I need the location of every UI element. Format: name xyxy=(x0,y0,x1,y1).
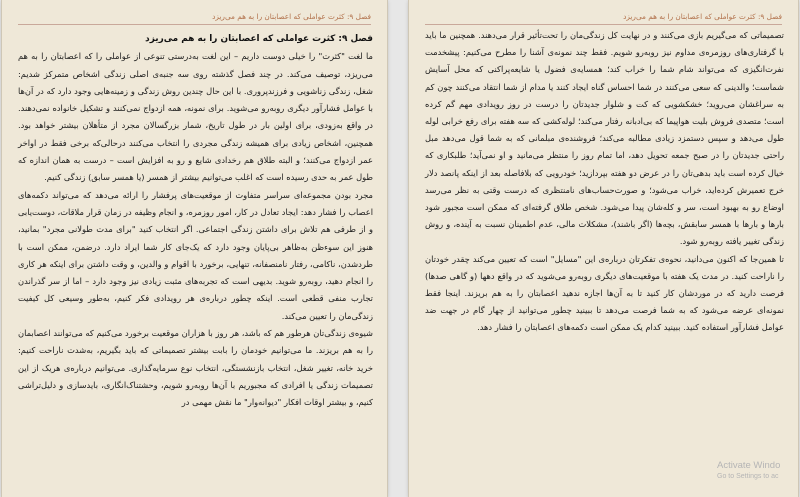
paragraph: تصمیماتی که می‌گیریم بازی می‌کنند و در نهایت کل زندگی‌مان را تحت‌تأثیر قرار می‌دهند. همچنین ما باید با گرفتاری‌های روزمره‌ی مداوم نیز روبه‌رو شویم. فقط چند نمونه‌ی آشنا را مطرح می‌کنیم: پیشخدمت نفرت‌انگیزی که می‌تواند شام شما را خراب کند؛ همسایه‌ی فضول یا شایعه‌پراکنی که محل آسایش شماست؛ والدینی که سعی می‌کنند در شما احساس گناه ایجاد کنند یا مدام از شما انتقاد می‌کنند چون کم به سراغشان می‌روید؛ خشکشویی که کت و شلوار جدیدتان را درست در روز رویدادی مهم گم کرده است؛ متصدی فروش بلیت هواپیما که بی‌ادبانه رفتار می‌کند؛ لوله‌کشی که سه هفته برای رفع خرابی لوله طول می‌دهد و سپس دستمزد زیادی مطالبه می‌کند؛ فروشنده‌ی مبلمانی که به شما قول می‌دهد مبل راحتی جدیدتان را در صبح جمعه تحویل دهد، اما تمام روز را منتظر می‌مانید و او نمی‌آید؛ طلبکاری که خیال کرده است باید بدهی‌تان را در عرض دو هفته بپردازید؛ خودرویی که بلافاصله بعد از اینکه پانصد دلار خرج تعمیرش کرده‌اید، خراب می‌شود؛ و صورت‌حساب‌های نامنتظری که درست وقتی به نظر می‌رسد اوضاع رو به بهبود است، سر و کله‌شان پیدا می‌شود. شخص طلاق گرفته‌ای که ممکن است مجبور شود بارها و بارها با همسر سابقش، بچه‌ها (اگر باشند)، مشکلات مالی، عدم اطمینان نسبت به آینده، و روش زندگی تغییر یافته روبه‌رو شود. xyxy=(425,30,784,247)
right-page xyxy=(409,0,798,497)
page-header: فصل ۹: کثرت عواملی که اعصابتان را به هم می‌ریزد xyxy=(623,12,782,21)
paragraph: مجرد بودن مجموعه‌ای سراسر متفاوت از موقعیت‌های پرفشار را ارائه می‌دهد که می‌تواند دکمه‌های اعصاب را فشار دهد: ایجاد تعادل در کار، امور روزمره، و انجام وظیفه در زمان قرار ملاقات، دوست‌یابی و از طرفی هم تلاش برای داشتن زندگی اجتماعی. اگر انتخاب کنید "برای مدت طولانی مجرد" بمانید، هنوز این سوءظن به‌ظاهر بی‌پایان وجود دارد که یک‌جای کار شما ایراد دارد. درضمن، ممکن است با طردشدن، ناکامی، رفتار نامنصفانه، تنهایی، برخورد با اقوام و والدین، و وقت داشتن برای اینکه هر کاری را انجام دهید، روبه‌رو شوید. بدیهی است که تجربه‌های مثبت زیادی نیز وجود دارد – اما از سر گذراندن تجارب منفی قطعی است. اینکه چطور درباره‌ی هر رویدادی فکر کنیم، به‌طور وسیعی کل کیفیت زندگی‌مان را تعیین می‌کند. xyxy=(18,189,373,321)
page-header: فصل ۹: کثرت عواملی که اعصابتان را به هم می‌ریزد xyxy=(212,12,371,21)
paragraph: تا همین‌جا که اکنون می‌دانید، نحوه‌ی تفکرتان درباره‌ی این "مسایل" است که تعیین می‌کند چقدر خودتان را ناراحت کنید. در مدت یک هفته با موقعیت‌های دیگری روبه‌رو می‌شوید که در واقع دهها (و گاهی صدها) فرصت دارید که در موردشان کار کنید تا به آن‌ها اجازه ندهید اعصابتان را به هم بریزند. اینجا فقط نمونه‌ای عرضه می‌شود که به شما فرصت می‌دهد تا ببینید چطور می‌توانید از چهار گام در جهت ضد عوامل فشارآور استفاده کنید. ببینید کدام یک ممکن است دکمه‌های اعصابتان را فشار دهد. xyxy=(425,253,784,333)
activation-watermark xyxy=(717,460,792,482)
paragraph: ما لغت "کثرت" را خیلی دوست داریم – این لغت به‌درستی تنوعی از عواملی را که اعصابتان را به هم می‌ریزد، توصیف می‌کند. در چند فصل گذشته روی سه جنبه‌ی اصلی زندگی اشخاص متمرکز شدیم: شغل، زندگی زناشویی و فرزندپروری. با این حال چندین روش زندگی و زمینه‌هایی وجود دارد که در آن‌ها با عوامل فشارآور دیگری روبه‌رو می‌شوید. برای نمونه، همه ازدواج نمی‌کنند و تشکیل خانواده نمی‌دهند. در واقع به‌زودی، برای اولین بار در طول تاریخ، شمار بزرگسالان مجرد از متأهلان بیشتر خواهد بود. همچنین، اشخاص زیادی برای همیشه زندگی مجردی را انتخاب می‌کنند درحالی‌که برخی فقط در اواخر عمر ازدواج می‌کنند؛ و البته طلاق هم رخدادی شایع و رو به افزایش است – درست به همان اندازه که طول عمر به حدی رسیده است که اغلب می‌توانیم بیشتر از همسر (یا همسر سابق) زندگی کنیم. xyxy=(18,51,373,183)
page-body xyxy=(2,25,387,412)
page-body xyxy=(409,25,798,337)
watermark-title: Activate Windo xyxy=(717,460,781,471)
chapter-title: فصل ۹: کثرت عواملی که اعصابتان را به هم می‌ریزد xyxy=(145,34,373,44)
watermark-subtitle: Go to Settings to ac xyxy=(717,473,779,480)
left-page xyxy=(2,0,387,497)
paragraph: شیوه‌ی زندگی‌تان هرطور هم که باشد، هر روز با هزاران موقعیت برخورد می‌کنیم که می‌توانند اعصابمان را به هم بریزند. ما می‌توانیم خودمان را بابت بیشتر تصمیماتی که باید بگیریم، به‌شدت ناراحت کنیم: خرید خانه، تغییر شغل، انتخاب بازنشستگی، انتخاب نوع سرمایه‌گذاری. می‌توانیم درباره‌ی هریک از این تصمیمات زندگی یا افرادی که مجبوریم با آن‌ها روبه‌رو شویم، وحشتناک‌انگاری، بایدسازی و دلیل‌تراشی کنیم، و بیشتر اوقات افکار "دیوانه‌وار" ما نقش مهمی در xyxy=(18,328,373,408)
